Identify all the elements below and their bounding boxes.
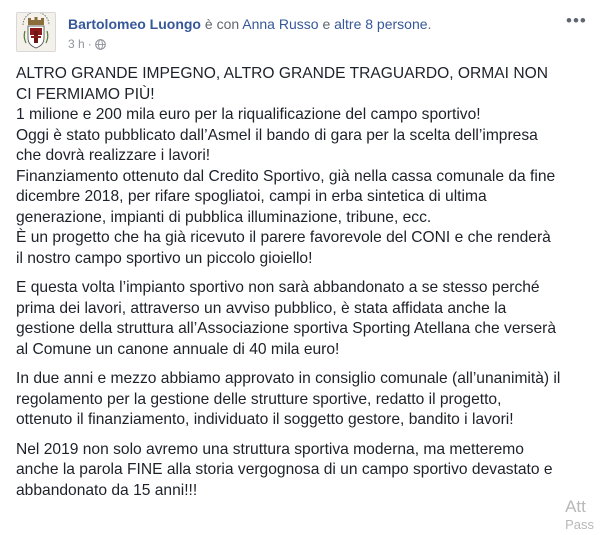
post-line: CI FERMIAMO PIÙ! xyxy=(16,85,155,103)
post-line: ottenuto il finanziamento, individuato il soggetto gestore, bandito i lavori! xyxy=(16,411,514,428)
post-line: Nel 2019 non solo avremo una struttura sportiva moderna, ma metteremo xyxy=(16,440,524,458)
author-line xyxy=(68,15,431,33)
author-name-link[interactable]: Bartolomeo Luongo xyxy=(68,16,201,32)
post-paragraph xyxy=(16,369,591,431)
post-timestamp[interactable]: 3 h xyxy=(68,37,85,51)
post-line: generazione, impianti di pubblica illuminazione, tribune, ecc. xyxy=(16,208,432,226)
post-paragraph xyxy=(16,278,591,360)
post-line: dicembre 2018, per rifare spogliatoi, campi in erba sintetica di ultima xyxy=(16,188,487,205)
municipal-crest-icon xyxy=(17,13,55,51)
activation-watermark xyxy=(565,497,594,533)
tagged-person-link[interactable]: Anna Russo xyxy=(242,16,319,32)
post-line: abbandonato da 15 anni!!! xyxy=(16,481,198,499)
post-body xyxy=(16,64,591,510)
post-line: Finanziamento ottenuto dal Credito Sportivo, già nella cassa comunale da fine xyxy=(16,167,556,185)
with-text: è con xyxy=(204,16,240,32)
period-text: . xyxy=(427,16,432,32)
post-line: gestione della struttura all’Associazione sportiva Sporting Atellana che verserà xyxy=(16,320,557,337)
watermark-line-1: Att xyxy=(565,497,586,516)
post-line: ALTRO GRANDE IMPEGNO, ALTRO GRANDE TRAGUARDO, ORMAI NON xyxy=(16,65,548,82)
post-paragraph xyxy=(16,440,591,502)
post-header xyxy=(16,12,586,56)
post-line: È un progetto che ha già ricevuto il parere favorevole del CONI e che renderà xyxy=(16,229,551,246)
post-meta xyxy=(68,37,106,51)
separator-dot: · xyxy=(87,37,92,51)
more-options-icon[interactable]: ••• xyxy=(566,11,587,30)
watermark-line-2: Pass xyxy=(565,517,594,532)
and-text: e xyxy=(322,16,331,32)
post-line: prima dei lavori, attraverso un avviso pubblico, è stata affidata anche la xyxy=(16,299,507,317)
post-line: il nostro campo sportivo un piccolo gioiello! xyxy=(16,249,313,267)
globe-icon[interactable] xyxy=(95,39,106,50)
post-line: che dovrà realizzare i lavori! xyxy=(16,147,211,164)
post-line: Oggi è stato pubblicato dall’Asmel il bando di gara per la scelta dell’impresa xyxy=(16,126,538,144)
post-line: regolamento per la gestione delle strutture sportive, redatto il progetto, xyxy=(16,390,502,408)
post-line: al Comune un canone annuale di 40 mila euro! xyxy=(16,340,340,358)
tagged-others-link[interactable]: altre 8 persone xyxy=(334,16,428,32)
author-avatar[interactable] xyxy=(16,12,56,52)
post-line: 1 milione e 200 mila euro per la riqualificazione del campo sportivo! xyxy=(16,106,481,123)
post-line: In due anni e mezzo abbiamo approvato in consiglio comunale (all’unanimità) il xyxy=(16,370,561,387)
post-line: E questa volta l’impianto sportivo non sarà abbandonato a se stesso perché xyxy=(16,279,540,296)
post-paragraph xyxy=(16,64,591,269)
post-line: anche la parola FINE alla storia vergognosa di un campo sportivo devastato e xyxy=(16,461,553,478)
